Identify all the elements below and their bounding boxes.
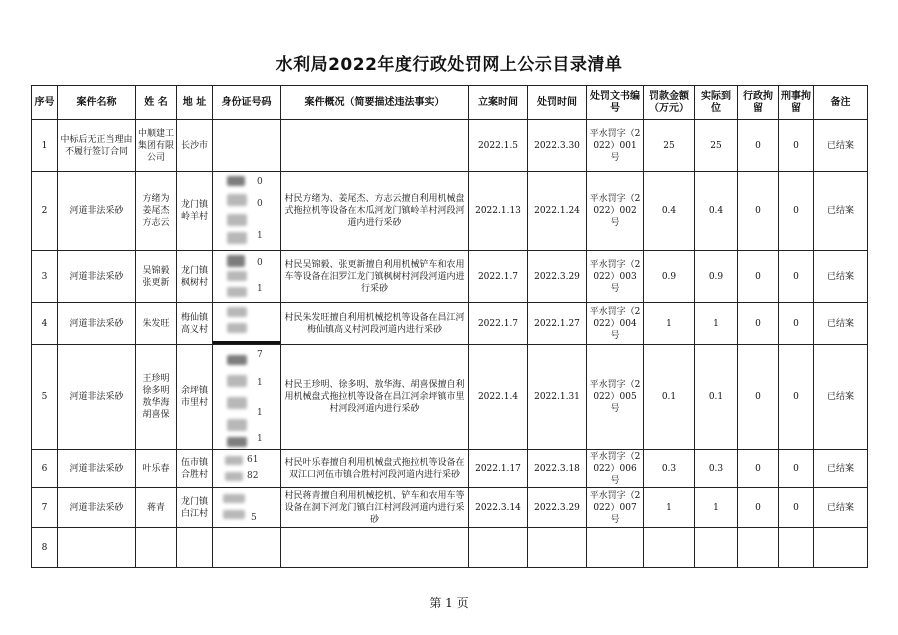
amount-paid: 0.3 [695, 450, 738, 488]
penalty-date: 2022.1.31 [528, 345, 587, 450]
header-cell: 刑事拘留 [779, 86, 814, 120]
id-fragment: 0 [257, 199, 263, 209]
remark: 已结案 [814, 488, 868, 528]
filing-date: 2022.1.7 [469, 251, 528, 303]
administrative-detention: 0 [738, 303, 779, 345]
filing-date: 2022.3.14 [469, 488, 528, 528]
party-name: 朱发旺 [136, 303, 177, 345]
amount-paid: 1 [695, 488, 738, 528]
address [177, 528, 213, 568]
document-number: 平水罚字（2022）006号 [587, 450, 644, 488]
administrative-detention: 0 [738, 345, 779, 450]
id-fragment: 1 [257, 231, 263, 241]
id-fragment: 82 [247, 471, 259, 481]
filing-date: 2022.1.17 [469, 450, 528, 488]
id-fragment: 61 [247, 455, 259, 465]
administrative-detention: 0 [738, 488, 779, 528]
row-number: 4 [32, 303, 58, 345]
administrative-detention: 0 [738, 450, 779, 488]
row-number: 8 [32, 528, 58, 568]
id-number-redacted [213, 120, 281, 172]
redaction-blur [227, 375, 247, 387]
table-row [32, 120, 868, 172]
table-row [32, 488, 868, 528]
row-number: 2 [32, 172, 58, 251]
document-number: 平水罚字（2022）004号 [587, 303, 644, 345]
redaction-blur [225, 472, 243, 481]
id-fragment: 7 [257, 350, 263, 360]
case-name: 河道非法采砂 [58, 303, 136, 345]
header-cell: 行政拘留 [738, 86, 779, 120]
address: 龙门镇枫树村 [177, 251, 213, 303]
table-row [32, 172, 868, 251]
row-number: 6 [32, 450, 58, 488]
remark [814, 528, 868, 568]
redaction-blur [227, 307, 247, 317]
filing-date [469, 528, 528, 568]
id-fragment: 5 [251, 513, 257, 523]
document-number: 平水罚字（2022）007号 [587, 488, 644, 528]
id-fragment: 0 [257, 177, 263, 187]
id-fragment: 0 [257, 258, 263, 268]
amount-paid: 0.9 [695, 251, 738, 303]
filing-date: 2022.1.5 [469, 120, 528, 172]
id-number-redacted [213, 345, 281, 450]
penalty-date [528, 528, 587, 568]
redaction-blur [223, 494, 245, 503]
document-number: 平水罚字（2022）005号 [587, 345, 644, 450]
redaction-blur [227, 194, 247, 206]
case-name: 河道非法采砂 [58, 251, 136, 303]
fine-amount: 1 [644, 488, 695, 528]
redaction-blur [225, 456, 243, 465]
party-name: 吴锦毅 张更新 [136, 251, 177, 303]
redaction-blur [227, 397, 247, 409]
case-name: 河道非法采砂 [58, 488, 136, 528]
case-name [58, 528, 136, 568]
administrative-detention: 0 [738, 172, 779, 251]
penalty-table [31, 85, 868, 568]
remark: 已结案 [814, 345, 868, 450]
criminal-detention [779, 528, 814, 568]
criminal-detention: 0 [779, 303, 814, 345]
header-cell: 序号 [32, 86, 58, 120]
remark: 已结案 [814, 172, 868, 251]
case-summary: 村民朱发旺擅自利用机械挖机等设备在昌江河梅仙镇高义村河段河道内进行采砂 [281, 303, 469, 345]
table-row [32, 345, 868, 450]
table-row [32, 251, 868, 303]
fine-amount: 0.1 [644, 345, 695, 450]
remark: 已结案 [814, 450, 868, 488]
case-name: 河道非法采砂 [58, 172, 136, 251]
redaction-blur [227, 287, 247, 297]
amount-paid: 0.1 [695, 345, 738, 450]
redaction-blur [227, 214, 247, 226]
case-summary: 村民吴锦毅、张更新擅自利用机械铲车和农用车等设备在汨罗江龙门镇枫树村河段河道内进行采砂 [281, 251, 469, 303]
party-name [136, 528, 177, 568]
id-number-redacted [213, 488, 281, 528]
header-cell: 实际到位 [695, 86, 738, 120]
address: 梅仙镇高义村 [177, 303, 213, 345]
id-fragment: 1 [257, 408, 263, 418]
row-number: 3 [32, 251, 58, 303]
filing-date: 2022.1.13 [469, 172, 528, 251]
fine-amount: 0.9 [644, 251, 695, 303]
id-number-redacted [213, 172, 281, 251]
address: 龙门镇岭羊村 [177, 172, 213, 251]
redaction-blur [227, 255, 245, 267]
fine-amount [644, 528, 695, 568]
redaction-blur [227, 355, 247, 365]
table-row [32, 303, 868, 345]
row-number: 7 [32, 488, 58, 528]
header-cell: 处罚时间 [528, 86, 587, 120]
header-cell: 案件名称 [58, 86, 136, 120]
header-cell: 备注 [814, 86, 868, 120]
filing-date: 2022.1.4 [469, 345, 528, 450]
document-number [587, 528, 644, 568]
redaction-blur [227, 176, 245, 186]
redaction-blur [227, 271, 247, 281]
fine-amount: 25 [644, 120, 695, 172]
administrative-detention: 0 [738, 251, 779, 303]
header-cell: 身份证号码 [213, 86, 281, 120]
remark: 已结案 [814, 251, 868, 303]
penalty-date: 2022.3.18 [528, 450, 587, 488]
case-name: 河道非法采砂 [58, 345, 136, 450]
id-fragment: 1 [257, 434, 263, 444]
penalty-date: 2022.3.29 [528, 251, 587, 303]
id-number-redacted [213, 528, 281, 568]
filing-date: 2022.1.7 [469, 303, 528, 345]
address: 长沙市 [177, 120, 213, 172]
page-number: 第 1 页 [429, 596, 469, 610]
remark: 已结案 [814, 303, 868, 345]
document-number: 平水罚字（2022）001号 [587, 120, 644, 172]
criminal-detention: 0 [779, 172, 814, 251]
case-summary: 村民蒋青擅自利用机械挖机、铲车和农用车等设备在洞下河龙门镇白江村河段河道内进行采砂 [281, 488, 469, 528]
amount-paid [695, 528, 738, 568]
row-number: 1 [32, 120, 58, 172]
amount-paid: 25 [695, 120, 738, 172]
header-cell: 地 址 [177, 86, 213, 120]
case-summary [281, 528, 469, 568]
id-number-redacted [213, 303, 281, 345]
criminal-detention: 0 [779, 488, 814, 528]
fine-amount: 0.4 [644, 172, 695, 251]
header-cell: 立案时间 [469, 86, 528, 120]
id-fragment: 1 [257, 284, 263, 294]
criminal-detention: 0 [779, 450, 814, 488]
criminal-detention: 0 [779, 251, 814, 303]
party-name: 王珍明 徐多明 敖华海 胡喜保 [136, 345, 177, 450]
id-number-redacted [213, 251, 281, 303]
header-cell: 案件概况（简要描述违法事实） [281, 86, 469, 120]
table-row [32, 450, 868, 488]
case-name: 中标后无正当理由不履行签订合同 [58, 120, 136, 172]
address: 龙门镇白江村 [177, 488, 213, 528]
fine-amount: 1 [644, 303, 695, 345]
criminal-detention: 0 [779, 120, 814, 172]
penalty-date: 2022.3.30 [528, 120, 587, 172]
criminal-detention: 0 [779, 345, 814, 450]
id-fragment: 1 [257, 378, 263, 388]
administrative-detention: 0 [738, 120, 779, 172]
page-title: 水利局2022年度行政处罚网上公示目录清单 [275, 55, 623, 75]
document-number: 平水罚字（2022）003号 [587, 251, 644, 303]
amount-paid: 0.4 [695, 172, 738, 251]
penalty-date: 2022.1.27 [528, 303, 587, 345]
address: 伍市镇合胜村 [177, 450, 213, 488]
table-row [32, 528, 868, 568]
header-cell: 处罚文书编号 [587, 86, 644, 120]
document-number: 平水罚字（2022）002号 [587, 172, 644, 251]
party-name: 中顺建工集团有限公司 [136, 120, 177, 172]
header-cell: 罚款金额（万元） [644, 86, 695, 120]
party-name: 叶乐春 [136, 450, 177, 488]
penalty-date: 2022.3.29 [528, 488, 587, 528]
case-summary [281, 120, 469, 172]
redaction-blur [227, 437, 247, 447]
redaction-blur [227, 419, 247, 431]
party-name: 蒋青 [136, 488, 177, 528]
amount-paid: 1 [695, 303, 738, 345]
fine-amount: 0.3 [644, 450, 695, 488]
row-number: 5 [32, 345, 58, 450]
case-summary: 村民叶乐春擅自利用机械盘式拖拉机等设备在双江口河伍市镇合胜村河段河道内进行采砂 [281, 450, 469, 488]
case-name: 河道非法采砂 [58, 450, 136, 488]
party-name: 方绪为 姜尾杰 方志云 [136, 172, 177, 251]
redaction-blur [227, 232, 247, 244]
case-summary: 村民方绪为、姜尾杰、方志云擅自利用机械盘式拖拉机等设备在木瓜河龙门镇岭羊村河段河道内进行采砂 [281, 172, 469, 251]
header-cell: 姓 名 [136, 86, 177, 120]
redaction-blur [223, 510, 245, 519]
case-summary: 村民王珍明、徐多明、敖华海、胡喜保擅自利用机械盘式拖拉机等设备在昌江河余坪镇市里村河段河道内进行采砂 [281, 345, 469, 450]
id-number-redacted [213, 450, 281, 488]
penalty-date: 2022.1.24 [528, 172, 587, 251]
remark: 已结案 [814, 120, 868, 172]
address: 余坪镇市里村 [177, 345, 213, 450]
administrative-detention [738, 528, 779, 568]
redaction-blur [227, 323, 247, 333]
header-row [32, 86, 868, 120]
